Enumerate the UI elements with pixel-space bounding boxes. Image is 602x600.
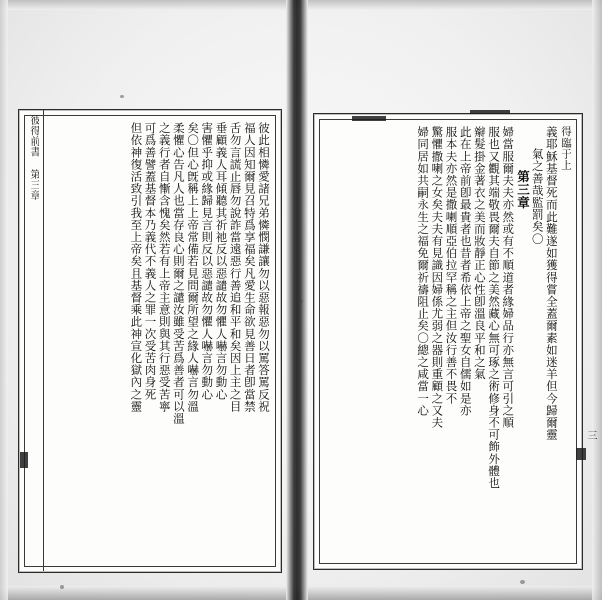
left-page-columns <box>25 116 275 566</box>
column-text: 驚懼撒喇之女矣夫夫有見識因婦係尤弱之器則重顧之又夫 <box>430 126 445 429</box>
ink-smudge <box>470 110 510 114</box>
column-text: 義耶穌基督死而此難遂如獲得嘗全蓋爾素如迷羊但今歸爾靈 <box>544 126 559 441</box>
scan-speck <box>520 580 525 584</box>
column-text: 福人因知爾見召特爲享福矣凡愛生命欲見善日者卽當禁 <box>242 122 257 413</box>
book-title-marginal: 彼得前書 第三章 <box>28 115 39 201</box>
scan-speck <box>120 95 124 98</box>
column-text: 但依神復活致引我至上帝矣且基督乘此神宣化獄內之靈 <box>129 122 144 413</box>
scan-speck <box>60 585 64 589</box>
scan-edge-left <box>0 0 8 600</box>
column-text: 彼此相憐愛諸兄弟憐憫謙讓勿以惡報惡勿以罵答罵反祝 <box>257 122 271 413</box>
column-header-fragment: 得臨于上 <box>560 126 572 171</box>
ink-smudge <box>352 116 386 121</box>
left-page-spine-band <box>18 109 44 571</box>
right-page-leaf <box>313 113 583 570</box>
right-page-corner-mark: 三 <box>585 430 596 440</box>
column-text: 服本夫亦然是撒喇順亞伯拉罕稱之主但汝行善不畏不 <box>444 126 459 405</box>
column-text: 之義行者自慚含愧矣然若有上帝主意則與其行惡受苦寧 <box>157 122 172 413</box>
column-text: 害懼乎抑或緣歸見言則反以惡譴故勿懼人嚇言勿動心 <box>200 122 215 401</box>
left-page-leaf <box>18 109 282 573</box>
column-text: 可爲善譬蓋基督本乃義代不義人之罪一次受苦肉身死 <box>143 122 158 401</box>
right-page-text-frame <box>319 119 577 564</box>
column-text: 垂顧義人耳傾聽其祈祂反以惡譴故勿懼人嚇言勿動心 <box>214 122 229 401</box>
right-page-columns <box>320 120 576 563</box>
column-text: 矣〇但心旣稱上上帝常備若見問爾所望之緣人嚇言勿溫 <box>186 122 201 413</box>
column-text: 柔懼心告凡人也當存良心則爾之譴汝雖受苦爲善者可以溫 <box>171 122 186 425</box>
column-text: 氣之善哉監罰矣〇 <box>530 148 545 245</box>
chapter-heading: 第三章 <box>515 170 531 210</box>
scan-speck <box>300 300 303 303</box>
column-text: 婦同居如共嗣永生之福免爾祈禱阻止矣〇總之咸當一心 <box>416 126 431 417</box>
column-text: 婦當服爾夫夫亦然或有不順道者緣婦品行亦無言可引之順 <box>501 126 516 429</box>
scan-edge-right <box>592 0 602 600</box>
column-text: 辮髮掛金著衣之美而妝靜正心性卽溫良平和之氣 <box>472 126 487 381</box>
left-page-text-frame <box>24 115 276 567</box>
column-text: 服也又觀其端敬畏爾夫自節之美然藏心無可琢之術修身不可飾外體也 <box>487 126 502 489</box>
column-text: 此在上帝前卽最貴者也昔者希依上帝之聖女自儒如是亦 <box>458 126 473 417</box>
book-gutter-fold <box>286 0 308 600</box>
spine-band-columns <box>18 109 43 571</box>
ink-blotch <box>576 448 586 460</box>
column-text: 舌勿言謊止唇勿說詐當遠惡行善追和平和矣因上主之目 <box>228 122 243 413</box>
ink-blotch <box>20 452 28 468</box>
